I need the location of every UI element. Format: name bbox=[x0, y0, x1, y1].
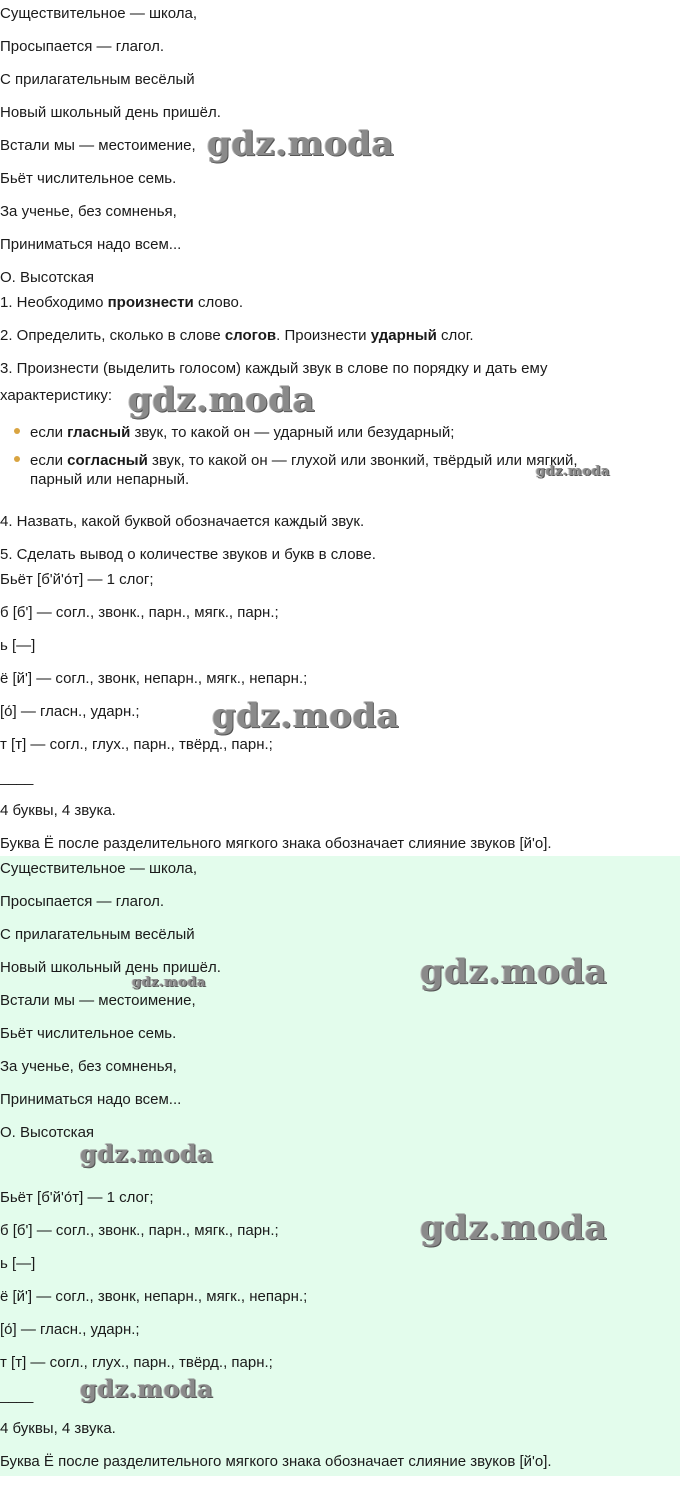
analysis-line: ь [—] bbox=[0, 637, 36, 654]
watermark-logo: gdz.moda bbox=[80, 1139, 214, 1168]
poem-line: За ученье, без сомненья, bbox=[0, 203, 177, 220]
poem-line: Приниматься надо всем... bbox=[0, 1091, 182, 1108]
watermark-logo: gdz.moda bbox=[420, 1208, 608, 1248]
separator: ____ bbox=[0, 1387, 34, 1404]
poem-line: С прилагательным весёлый bbox=[0, 926, 195, 943]
watermark-logo: gdz.moda bbox=[128, 380, 316, 420]
separator: ____ bbox=[0, 769, 34, 786]
poem-line: Новый школьный день пришёл. bbox=[0, 104, 221, 121]
poem-line: Бьёт числительное семь. bbox=[0, 1025, 177, 1042]
poem-line: Просыпается — глагол. bbox=[0, 893, 165, 910]
bullet-vowel: если гласный звук, то какой он — ударный или безударный; bbox=[14, 423, 454, 443]
watermark-logo: gdz.moda bbox=[207, 124, 395, 164]
analysis-line: б [б'] — согл., звонк., парн., мягк., парн.; bbox=[0, 1222, 279, 1239]
watermark-logo: gdz.moda bbox=[536, 464, 611, 479]
poem-line: Новый школьный день пришёл. bbox=[0, 959, 221, 976]
analysis-line: т [т] — согл., глух., парн., твёрд., парн.; bbox=[0, 736, 273, 753]
step-3-line-1: 3. Произнести (выделить голосом) каждый звук в слове по порядку и дать ему bbox=[0, 360, 548, 377]
analysis-line: б [б'] — согл., звонк., парн., мягк., парн.; bbox=[0, 604, 279, 621]
analysis-line: [о́] — гласн., ударн.; bbox=[0, 703, 140, 720]
count-summary: 4 буквы, 4 звука. bbox=[0, 802, 116, 819]
step-2: 2. Определить, сколько в слове слогов. Произнести ударный слог. bbox=[0, 327, 474, 344]
bullet-icon bbox=[14, 456, 20, 462]
analysis-line: Бьёт [б'й'о́т] — 1 слог; bbox=[0, 1189, 154, 1206]
poem-line: За ученье, без сомненья, bbox=[0, 1058, 177, 1075]
step-1: 1. Необходимо произнести слово. bbox=[0, 294, 244, 311]
bullet-icon bbox=[14, 428, 20, 434]
count-summary: 4 буквы, 4 звука. bbox=[0, 1420, 116, 1437]
step-5: 5. Сделать вывод о количестве звуков и букв в слове. bbox=[0, 546, 376, 563]
analysis-line: т [т] — согл., глух., парн., твёрд., парн.; bbox=[0, 1354, 273, 1371]
step-4: 4. Назвать, какой буквой обозначается каждый звук. bbox=[0, 513, 365, 530]
poem-line: Существительное — школа, bbox=[0, 860, 198, 877]
analysis-line: ё [й'] — согл., звонк, непарн., мягк., непарн.; bbox=[0, 1288, 308, 1305]
watermark-logo: gdz.moda bbox=[420, 952, 608, 992]
analysis-line: ё [й'] — согл., звонк, непарн., мягк., непарн.; bbox=[0, 670, 308, 687]
watermark-logo: gdz.moda bbox=[212, 696, 400, 736]
analysis-line: ь [—] bbox=[0, 1255, 36, 1272]
poem-line: Приниматься надо всем... bbox=[0, 236, 182, 253]
analysis-line: [о́] — гласн., ударн.; bbox=[0, 1321, 140, 1338]
conclusion: Буква Ё после разделительного мягкого знака обозначает слияние звуков [й'о]. bbox=[0, 835, 552, 852]
poem-line: Существительное — школа, bbox=[0, 5, 198, 22]
poem-line: Встали мы — местоимение, bbox=[0, 137, 196, 154]
conclusion: Буква Ё после разделительного мягкого знака обозначает слияние звуков [й'о]. bbox=[0, 1453, 552, 1470]
watermark-logo: gdz.moda bbox=[132, 975, 207, 990]
step-3-line-2: характеристику: bbox=[0, 387, 113, 404]
poem-author: О. Высотская bbox=[0, 1124, 95, 1141]
poem-line: Встали мы — местоимение, bbox=[0, 992, 196, 1009]
bullet-consonant-continuation: парный или непарный. bbox=[30, 471, 190, 488]
watermark-logo: gdz.moda bbox=[80, 1374, 214, 1403]
poem-author: О. Высотская bbox=[0, 269, 95, 286]
analysis-line: Бьёт [б'й'о́т] — 1 слог; bbox=[0, 571, 154, 588]
poem-line: Бьёт числительное семь. bbox=[0, 170, 177, 187]
bullet-consonant: если согласный звук, то какой он — глухой или звонкий, твёрдый или мягкий, bbox=[14, 451, 578, 471]
poem-line: Просыпается — глагол. bbox=[0, 38, 165, 55]
poem-line: С прилагательным весёлый bbox=[0, 71, 195, 88]
